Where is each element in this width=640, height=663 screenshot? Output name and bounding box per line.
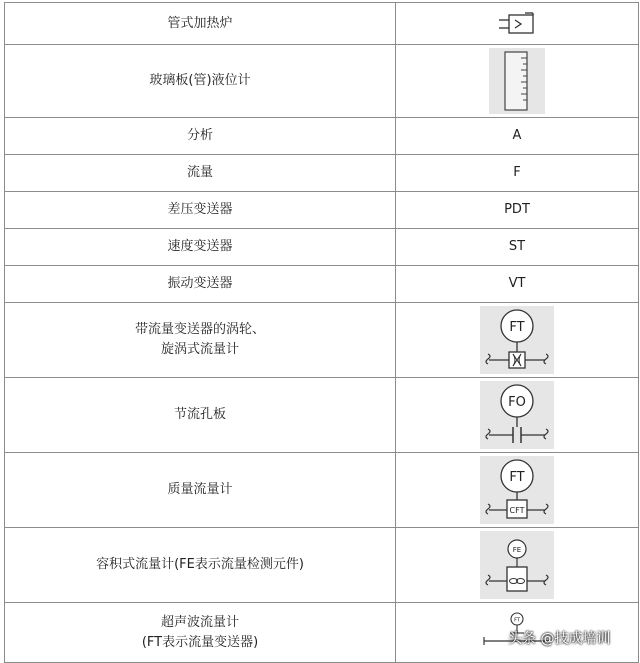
table-row <box>5 303 639 378</box>
symbol-cell <box>396 303 639 378</box>
item-name-cell <box>5 118 396 155</box>
symbol-cell <box>396 3 639 45</box>
table-row <box>5 229 639 266</box>
symbol-cell <box>396 378 639 453</box>
orifice-plate-icon <box>480 381 554 449</box>
table-row <box>5 45 639 118</box>
instrument-tag: FT <box>509 320 525 335</box>
item-name: 管式加热炉 <box>167 15 233 31</box>
item-name: 质量流量计 <box>167 482 233 497</box>
mass-flowmeter-icon <box>480 456 554 524</box>
item-name-cell <box>5 229 396 266</box>
item-name: 旋涡式流量计 <box>160 342 239 357</box>
item-name-cell <box>5 378 396 453</box>
item-name: 速度变送器 <box>167 239 233 254</box>
item-name: 差压变送器 <box>167 202 233 217</box>
table-row <box>5 118 639 155</box>
symbol-cell <box>396 453 639 528</box>
item-name: 玻璃板(管)液位计 <box>149 73 251 88</box>
table-row <box>5 155 639 192</box>
item-name-cell <box>5 528 396 603</box>
item-name: 分析 <box>186 128 213 143</box>
item-name-cell <box>5 303 396 378</box>
symbol-cell <box>396 528 639 603</box>
table-row <box>5 378 639 453</box>
item-name: 流量 <box>186 165 213 180</box>
table-row <box>5 453 639 528</box>
item-name: 超声波流量计 <box>160 614 239 630</box>
instrument-tag: FT <box>509 470 525 485</box>
item-name: 容积式流量计(FE表示流量检测元件) <box>96 557 304 572</box>
symbol-text: ST <box>396 229 639 266</box>
item-name-cell <box>5 45 396 118</box>
item-name-cell <box>5 453 396 528</box>
table-row <box>5 3 639 45</box>
symbol-text: PDT <box>396 192 639 229</box>
instrument-tag: FT <box>514 617 520 623</box>
watermark-text: 头条 @技成培训 <box>508 631 611 647</box>
item-name: 带流量变送器的涡轮、 <box>134 322 265 337</box>
symbol-text: A <box>396 118 639 155</box>
item-name: 振动变送器 <box>167 276 233 291</box>
symbol-text: VT <box>396 266 639 303</box>
glass-level-gauge-icon <box>489 48 545 114</box>
item-name-cell <box>5 603 396 663</box>
instrument-tag: FE <box>512 546 522 554</box>
tube-heater-icon <box>495 11 539 37</box>
symbol-cell <box>396 45 639 118</box>
table-row <box>5 528 639 603</box>
table-row <box>5 266 639 303</box>
item-name-cell <box>5 266 396 303</box>
item-name: (FT表示流量变送器) <box>141 634 259 650</box>
item-name: 节流孔板 <box>173 407 226 422</box>
element-label: CFT <box>509 506 525 515</box>
table-row <box>5 192 639 229</box>
turbine-flowmeter-icon <box>480 306 554 374</box>
item-name-cell <box>5 192 396 229</box>
instrument-symbol-table <box>4 2 639 663</box>
item-name-cell <box>5 3 396 45</box>
positive-displacement-flowmeter-icon <box>480 531 554 599</box>
item-name-cell <box>5 155 396 192</box>
symbol-text: F <box>396 155 639 192</box>
instrument-tag: FO <box>508 395 526 410</box>
